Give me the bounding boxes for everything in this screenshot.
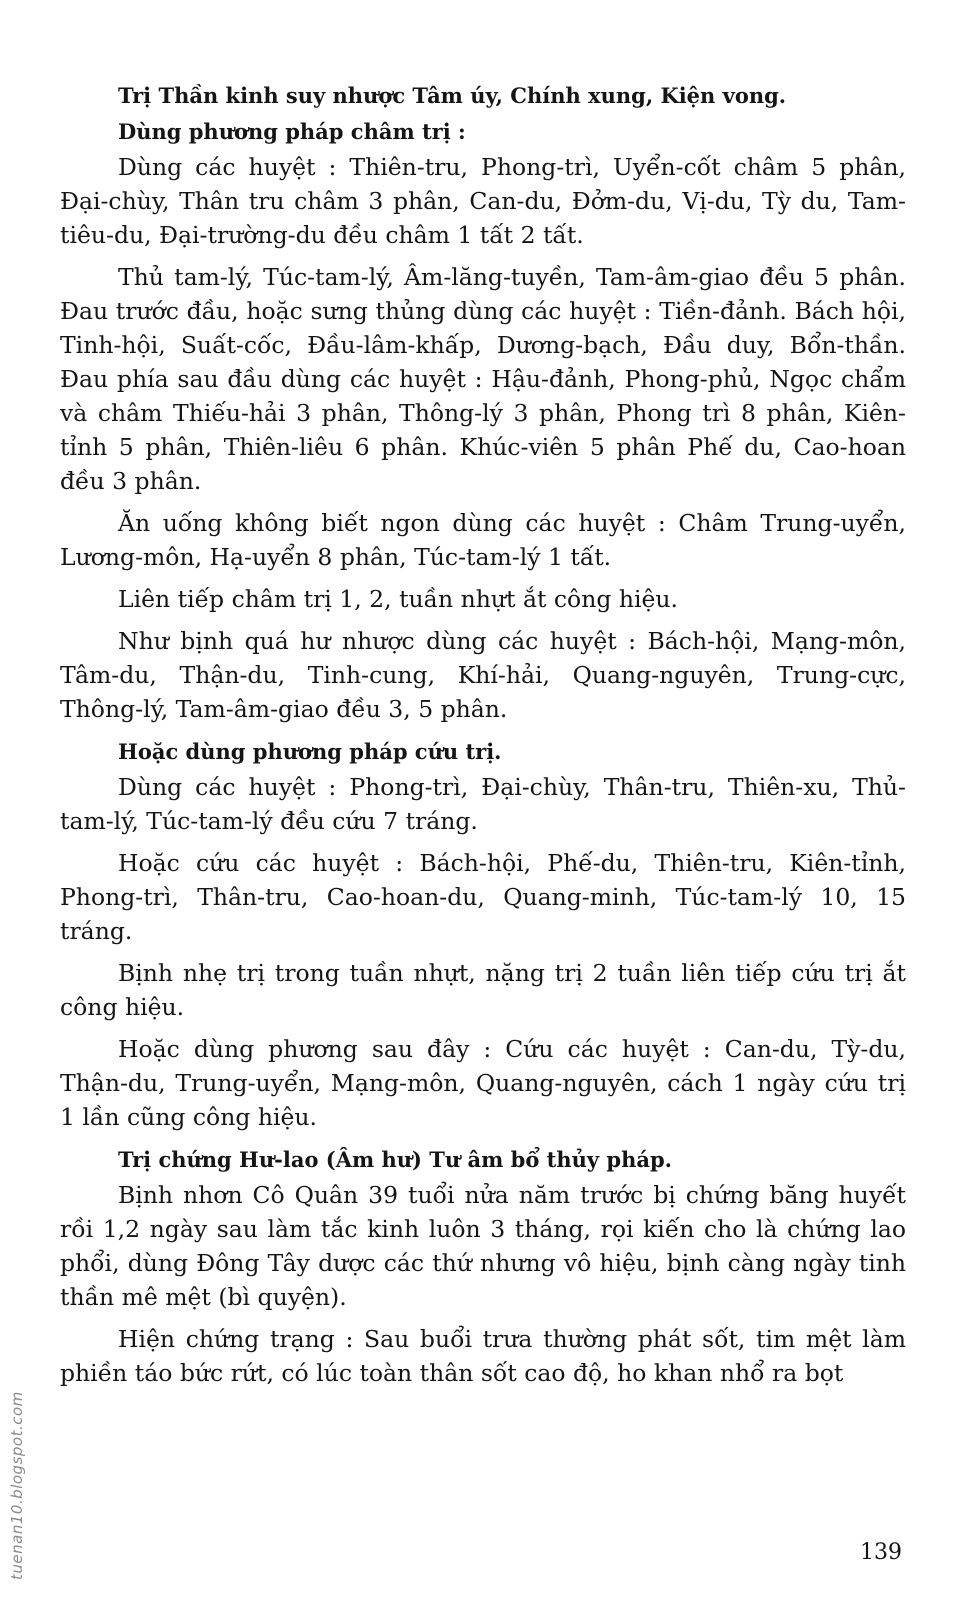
- watermark-text: tuenan10.blogspot.com: [8, 1391, 26, 1580]
- paragraph: Như bịnh quá hư nhược dùng các huyệt : Bách-hội, Mạng-môn, Tâm-du, Thận-du, Tinh-cung, Khí-hải, Quang-nguyên, Trung-cực, Thông-lý, Tam-âm-giao đều 3, 5 phân.: [60, 627, 906, 723]
- page-body: [60, 78, 906, 1390]
- heading-consumption: Trị chứng Hư-lao (Âm hư) Tư âm bổ thủy pháp.: [118, 1147, 672, 1172]
- paragraph: Thủ tam-lý, Túc-tam-lý, Âm-lăng-tuyền, Tam-âm-giao đều 5 phân. Đau trước đầu, hoặc sưng thủng dùng các huyệt : Tiền-đảnh. Bách hội, Tinh-hội, Suất-cốc, Đầu-lâm-khấp, Dương-bạch, Đầu duy, Bổn-thần. Đau phía sau đầu dùng các huyệt : Hậu-đảnh, Phong-phủ, Ngọc chẩm và châm Thiếu-hải 3 phân, Thông-lý 3 phân, Phong trì 8 phân, Kiên-tỉnh 5 phân, Thiên-liêu 6 phân. Khúc-viên 5 phân Phế du, Cao-hoan đều 3 phân.: [60, 263, 906, 495]
- paragraph: Hiện chứng trạng : Sau buổi trưa thường phát sốt, tim mệt làm phiền táo bức rứt, có lúc toàn thân sốt cao độ, ho khan nhổ ra bọt: [60, 1325, 906, 1387]
- paragraph: Hoặc cứu các huyệt : Bách-hội, Phế-du, Thiên-tru, Kiên-tỉnh, Phong-trì, Thân-tru, Cao-hoan-du, Quang-minh, Túc-tam-lý 10, 15 tráng.: [60, 849, 906, 945]
- paragraph: Bịnh nhơn Cô Quân 39 tuổi nửa năm trước bị chứng băng huyết rồi 1,2 ngày sau làm tắc kinh luôn 3 tháng, rọi kiến cho là chứng lao phổi, dùng Đông Tây dược các thứ nhưng vô hiệu, bịnh càng ngày tinh thần mê mệt (bì quyện).: [60, 1181, 906, 1311]
- paragraph: Hoặc dùng phương sau đây : Cứu các huyệt : Can-du, Tỳ-du, Thận-du, Trung-uyển, Mạng-môn, Quang-nguyên, cách 1 ngày cứu trị 1 lần cũng công hiệu.: [60, 1035, 906, 1131]
- heading-neurasthenia: Trị Thần kinh suy nhược Tâm úy, Chính xung, Kiện vong.: [118, 83, 787, 108]
- paragraph: Ăn uống không biết ngon dùng các huyệt : Châm Trung-uyển, Lương-môn, Hạ-uyển 8 phân, Túc-tam-lý 1 tất.: [60, 509, 906, 571]
- heading-moxibustion-method: Hoặc dùng phương pháp cứu trị.: [118, 739, 502, 764]
- paragraph: Dùng các huyệt : Phong-trì, Đại-chùy, Thân-tru, Thiên-xu, Thủ-tam-lý, Túc-tam-lý đều cứu 7 tráng.: [60, 773, 906, 835]
- heading-acupuncture-method: Dùng phương pháp châm trị :: [118, 119, 466, 144]
- page-number: 139: [860, 1540, 902, 1565]
- paragraph: Bịnh nhẹ trị trong tuần nhựt, nặng trị 2 tuần liên tiếp cứu trị ắt công hiệu.: [60, 959, 906, 1021]
- paragraph: Dùng các huyệt : Thiên-tru, Phong-trì, Uyển-cốt châm 5 phân, Đại-chùy, Thân tru châm 3 phân, Can-du, Đởm-du, Vị-du, Tỳ du, Tam-tiêu-du, Đại-trường-du đều châm 1 tất 2 tất.: [60, 153, 906, 249]
- paragraph: Liên tiếp châm trị 1, 2, tuần nhựt ắt công hiệu.: [118, 585, 679, 613]
